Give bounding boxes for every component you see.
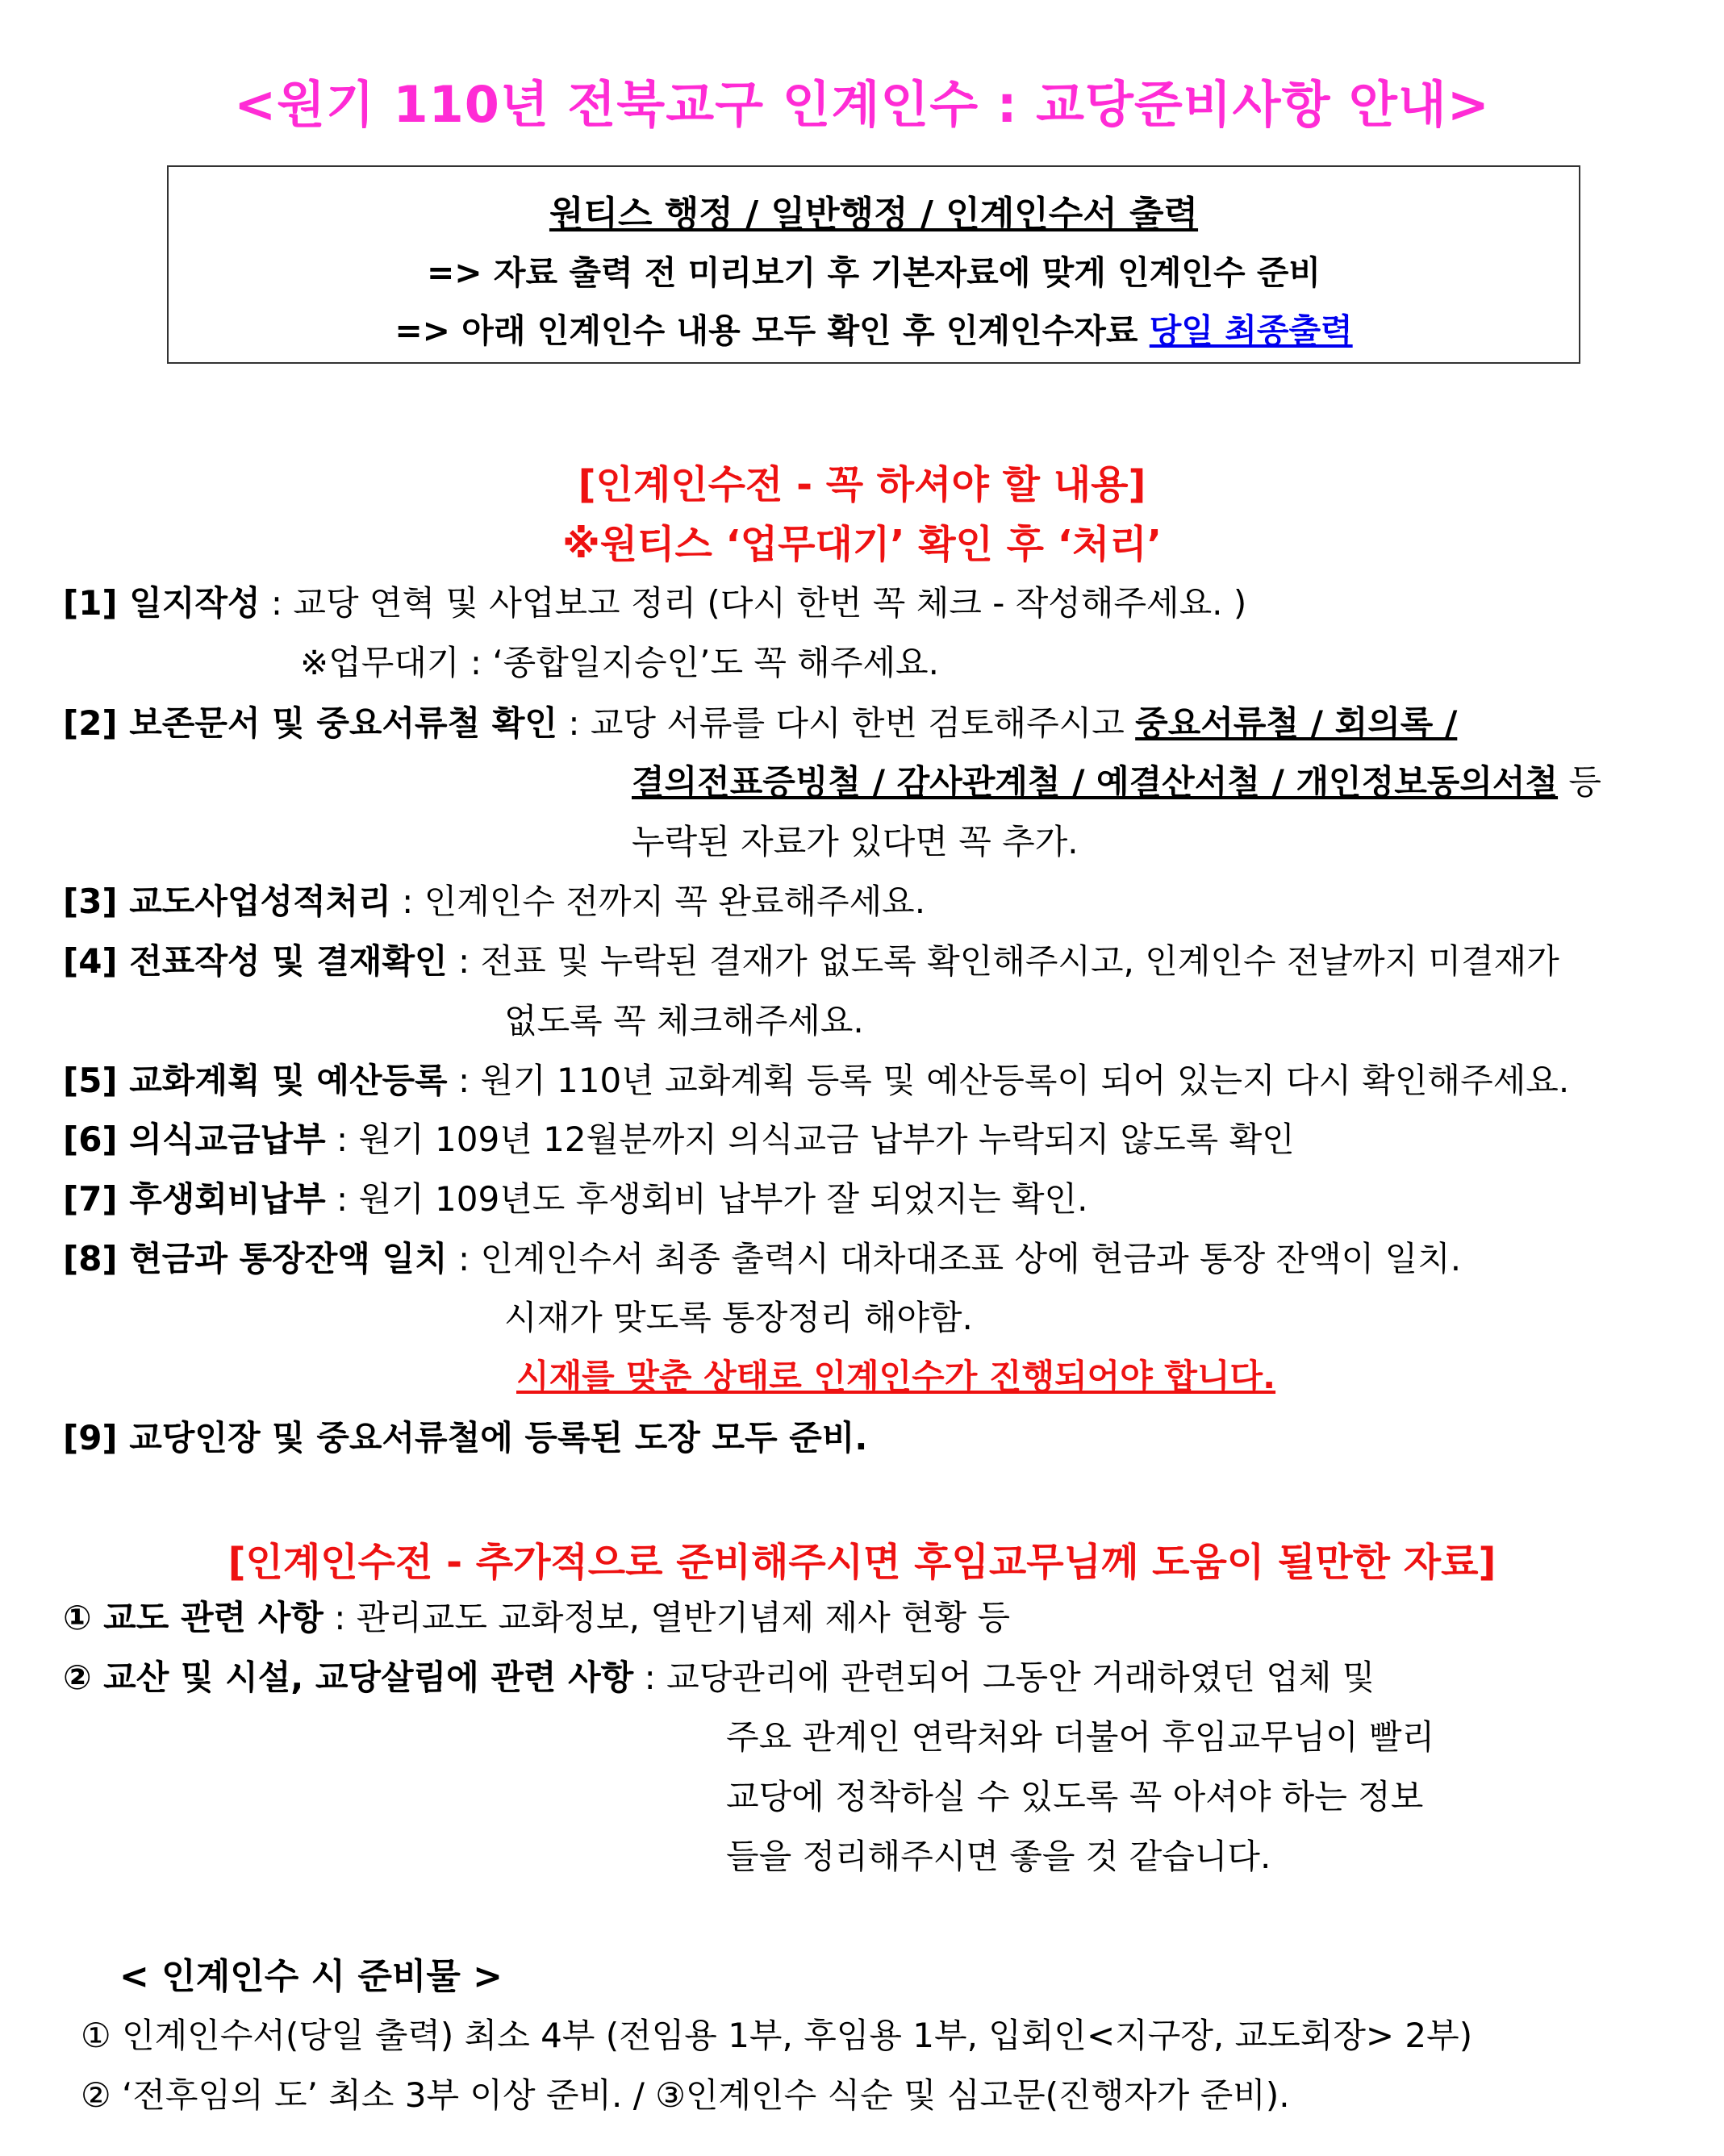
item-text: 원기 109년 12월분까지 의식교금 납부가 누락되지 않도록 확인 bbox=[358, 1120, 1295, 1159]
item-1: [1] 일지작성 : 교당 연혁 및 사업보고 정리 (다시 한번 꼭 체크 - 작성해주세요. ) bbox=[63, 583, 1247, 623]
notice-line-3 bbox=[169, 304, 1579, 352]
page-title: <원기 110년 전북교구 인계인수 : 교당준비사항 안내> bbox=[234, 75, 1490, 134]
extra-item-1: ① 교도 관련 사항 : 관리교도 교화정보, 열반기념제 제사 현황 등 bbox=[63, 1598, 1011, 1637]
item-text: 교당 연혁 및 사업보고 정리 (다시 한번 꼭 체크 - 작성해주세요. ) bbox=[293, 583, 1247, 623]
item-text: 인계인수 전까지 꼭 완료해주세요. bbox=[424, 882, 926, 921]
item-9 bbox=[63, 1418, 868, 1457]
section1-heading: [인계인수전 - 꼭 하셔야 할 내용] bbox=[578, 462, 1146, 507]
item-6: [6] 의식교금납부 : 원기 109년 12월분까지 의식교금 납부가 누락되지 않도록 확인 bbox=[63, 1120, 1295, 1159]
item-label: [7] 후생회비납부 bbox=[63, 1179, 326, 1219]
item-8: [8] 현금과 통장잔액 일치 : 인계인수서 최종 출력시 대차대조표 상에 현금과 통장 잔액이 일치. bbox=[63, 1239, 1462, 1278]
item-2-cont-2: 누락된 자료가 있다면 꼭 추가. bbox=[632, 822, 1079, 861]
item-label: [3] 교도사업성적처리 bbox=[63, 882, 391, 921]
item-label: [8] 현금과 통장잔액 일치 bbox=[63, 1239, 448, 1278]
notice-line-1: 원티스 행정 / 일반행정 / 인계인수서 출력 bbox=[549, 194, 1199, 235]
item-text: 교당 서류를 다시 한번 검토해주시고 bbox=[590, 703, 1136, 743]
item-4: [4] 전표작성 및 결재확인 : 전표 및 누락된 결재가 없도록 확인해주시고, 인계인수 전날까지 미결재가 bbox=[63, 941, 1559, 981]
section1-subheading: ※원티스 ‘업무대기’ 확인 후 ‘처리’ bbox=[562, 522, 1162, 567]
item-3: [3] 교도사업성적처리 : 인계인수 전까지 꼭 완료해주세요. bbox=[63, 882, 926, 921]
item-1-note: ※업무대기 : ‘종합일지승인’도 꼭 해주세요. bbox=[300, 643, 939, 682]
extra-item-2-cont-2: 교당에 정착하실 수 있도록 꼭 아셔야 하는 정보 bbox=[726, 1777, 1424, 1816]
item-text: 원기 109년도 후생회비 납부가 잘 되었지는 확인. bbox=[358, 1179, 1088, 1219]
item-8-warning: 시재를 맞춘 상태로 인계인수가 진행되어야 합니다. bbox=[516, 1357, 1276, 1396]
supply-item-2: ② ‘전후임의 도’ 최소 3부 이상 준비. / ③인계인수 식순 및 심고문(진행자가 준비). bbox=[81, 2075, 1290, 2115]
item-8-cont: 시재가 맞도록 통장정리 해야함. bbox=[504, 1298, 973, 1337]
item-5: [5] 교화계획 및 예산등록 : 원기 110년 교화계획 등록 및 예산등록이 되어 있는지 다시 확인해주세요. bbox=[63, 1061, 1570, 1100]
notice-line-3-text: => 아래 인계인수 내용 모두 확인 후 인계인수자료 bbox=[394, 311, 1150, 350]
supply-item-1: ① 인계인수서(당일 출력) 최소 4부 (전임용 1부, 후임용 1부, 입회인<지구장, 교도회장> 2부) bbox=[81, 2016, 1473, 2055]
item-label: [6] 의식교금납부 bbox=[63, 1120, 326, 1159]
item-label: [2] 보존문서 및 중요서류철 확인 bbox=[63, 703, 557, 743]
item-label: [4] 전표작성 및 결재확인 bbox=[63, 941, 448, 981]
item-2: [2] 보존문서 및 중요서류철 확인 : 교당 서류를 다시 한번 검토해주시고 중요서류철 / 회의록 / bbox=[63, 703, 1458, 743]
item-text: 원기 110년 교화계획 등록 및 예산등록이 되어 있는지 다시 확인해주세요. bbox=[480, 1061, 1570, 1100]
item-label: [5] 교화계획 및 예산등록 bbox=[63, 1061, 448, 1100]
section2-heading: [인계인수전 - 추가적으로 준비해주시면 후임교무님께 도움이 될만한 자료] bbox=[228, 1540, 1496, 1585]
item-label: [9] 교당인장 및 중요서류철에 등록된 도장 모두 준비. bbox=[63, 1418, 868, 1457]
extra-item-2: ② 교산 및 시설, 교당살림에 관련 사항 : 교당관리에 관련되어 그동안 거래하였던 업체 및 bbox=[63, 1658, 1375, 1697]
extra-item-2-cont-1: 주요 관계인 연락처와 더불어 후임교무님이 빨리 bbox=[726, 1717, 1435, 1757]
item-text: 전표 및 누락된 결재가 없도록 확인해주시고, 인계인수 전날까지 미결재가 bbox=[480, 941, 1559, 981]
section3-heading: < 인계인수 시 준비물 > bbox=[119, 1956, 503, 1997]
extra-item-2-cont-3: 들을 정리해주시면 좋을 것 같습니다. bbox=[726, 1837, 1271, 1876]
item-label: [1] 일지작성 bbox=[63, 583, 261, 623]
final-print-link[interactable]: 당일 최종출력 bbox=[1149, 311, 1353, 350]
item-7: [7] 후생회비납부 : 원기 109년도 후생회비 납부가 잘 되었지는 확인. bbox=[63, 1179, 1088, 1219]
notice-box bbox=[167, 165, 1580, 364]
item-2-cont: 결의전표증빙철 / 감사관계철 / 예결산서철 / 개인정보동의서철 등 bbox=[632, 762, 1601, 802]
item-4-cont: 없도록 꼭 체크해주세요. bbox=[504, 1001, 864, 1040]
item-underlined: 중요서류철 / 회의록 / bbox=[1135, 703, 1458, 743]
notice-line-2: => 자료 출력 전 미리보기 후 기본자료에 맞게 인계인수 준비 bbox=[426, 253, 1321, 292]
item-text: 인계인수서 최종 출력시 대차대조표 상에 현금과 통장 잔액이 일치. bbox=[480, 1239, 1462, 1278]
